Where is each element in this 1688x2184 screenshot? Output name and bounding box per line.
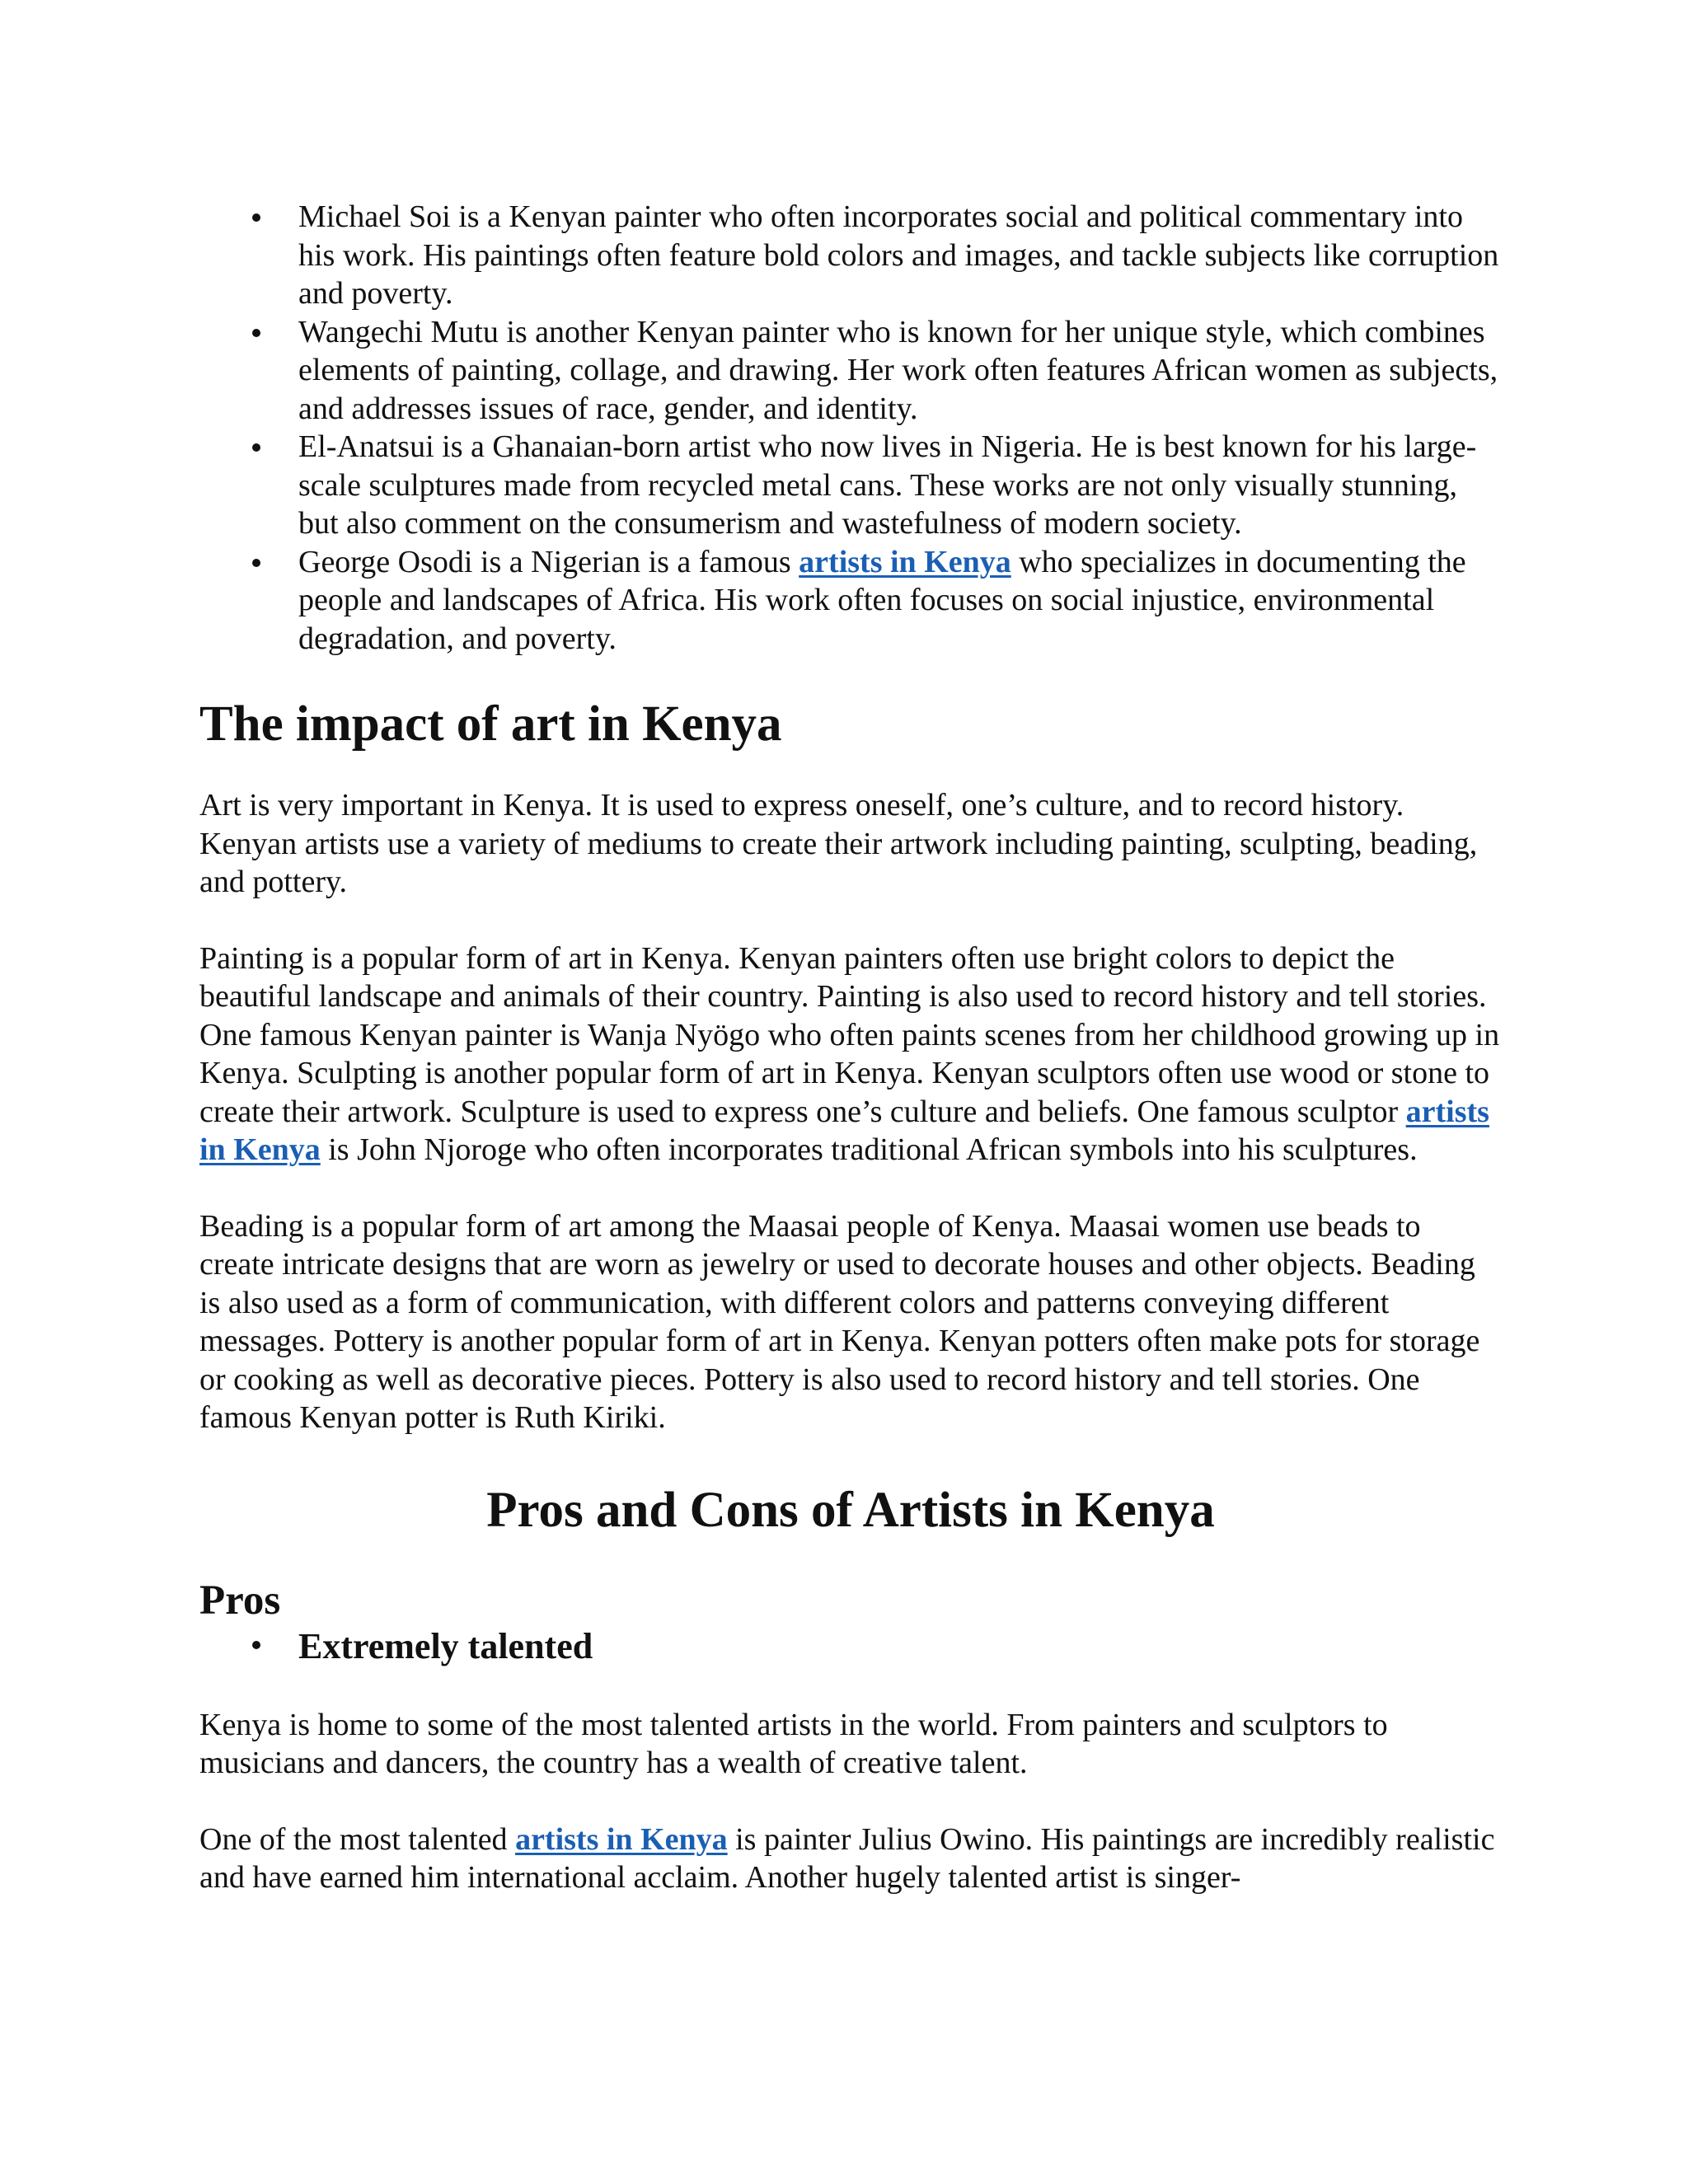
pros-bullet-list [199, 1625, 1502, 1668]
bullet-icon [252, 213, 260, 222]
impact-heading: The impact of art in Kenya [199, 696, 782, 752]
bullet-icon [252, 443, 260, 452]
bullet-icon [252, 329, 260, 337]
pros-paragraph-2 [199, 1821, 1502, 1897]
bullet-text-after: who specializes in documenting the people and landscapes of Africa. His work often focuses on social injustice, environmental degradation, and poverty. [298, 544, 1466, 656]
bullet-icon [252, 1641, 260, 1649]
paragraph-text-before: One of the most talented [199, 1821, 516, 1857]
document-page [199, 198, 1502, 1897]
artists-in-kenya-link[interactable]: artists in Kenya [515, 1821, 728, 1857]
impact-paragraph-1: Art is very important in Kenya. It is used to express oneself, one’s culture, and to record history. Kenyan artists use a variety of mediums to create their artwork including painting, sculpting, beading, and pottery. [199, 788, 1478, 899]
impact-paragraph-3: Beading is a popular form of art among the Maasai people of Kenya. Maasai women use beads to create intricate designs that are worn as jewelry or used to decorate houses and other objects. Beading is also used as a form of communication, with different colors and patterns conveying different messages. Pottery is another popular form of art in Kenya. Kenyan potters often make pots for storage or cooking as well as decorative pieces. Pottery is also used to record history and tell stories. One famous Kenyan potter is Ruth Kiriki. [199, 1208, 1480, 1435]
artists-in-kenya-link[interactable]: artists in Kenya [199, 1094, 1489, 1167]
pros-paragraph-1: Kenya is home to some of the most talented artists in the world. From painters and sculptors to musicians and dancers, the country has a wealth of creative talent. [199, 1707, 1388, 1780]
list-item [199, 313, 1502, 429]
paragraph-text-after: is painter Julius Owino. His paintings are incredibly realistic and have earned him international acclaim. Another hugely talented artist is singer- [199, 1821, 1495, 1895]
list-item [199, 198, 1502, 313]
bullet-text: El-Anatsui is a Ghanaian-born artist who now lives in Nigeria. He is best known for his large-scale sculptures made from recycled metal cans. These works are not only visually stunning, but also comment on the consumerism and wastefulness of modern society. [298, 429, 1477, 541]
pros-cons-heading: Pros and Cons of Artists in Kenya [486, 1482, 1215, 1538]
impact-paragraph-2 [199, 940, 1502, 1169]
paragraph-text-before: Painting is a popular form of art in Kenya. Kenyan painters often use bright colors to depict the beautiful landscape and animals of their country. Painting is also used to record history and tell stories. One famous Kenyan painter is Wanja Nyögo who often paints scenes from her childhood growing up in Kenya. Sculpting is another popular form of art in Kenya. Kenyan sculptors often use wood or stone to create their artwork. Sculpture is used to express one’s culture and beliefs. One famous sculptor [199, 940, 1500, 1129]
list-item [199, 543, 1502, 658]
bullet-icon [252, 559, 260, 567]
paragraph-text-after: is John Njoroge who often incorporates traditional African symbols into his sculptures. [320, 1132, 1418, 1167]
bullet-text: Wangechi Mutu is another Kenyan painter who is known for her unique style, which combines elements of painting, collage, and drawing. Her work often features African women as subjects, and addresses issues of race, gender, and identity. [298, 314, 1498, 426]
list-item [199, 1625, 1502, 1668]
list-item [199, 428, 1502, 543]
bullet-text-before: George Osodi is a Nigerian is a famous [298, 544, 799, 579]
extremely-talented-heading: Extremely talented [298, 1625, 593, 1666]
artists-in-kenya-link[interactable]: artists in Kenya [799, 544, 1011, 579]
pros-heading: Pros [199, 1577, 281, 1624]
artist-bullet-list [199, 198, 1502, 658]
bullet-text: Michael Soi is a Kenyan painter who often incorporates social and political commentary into his work. His paintings often feature bold colors and images, and tackle subjects like corruption and poverty. [298, 199, 1499, 311]
